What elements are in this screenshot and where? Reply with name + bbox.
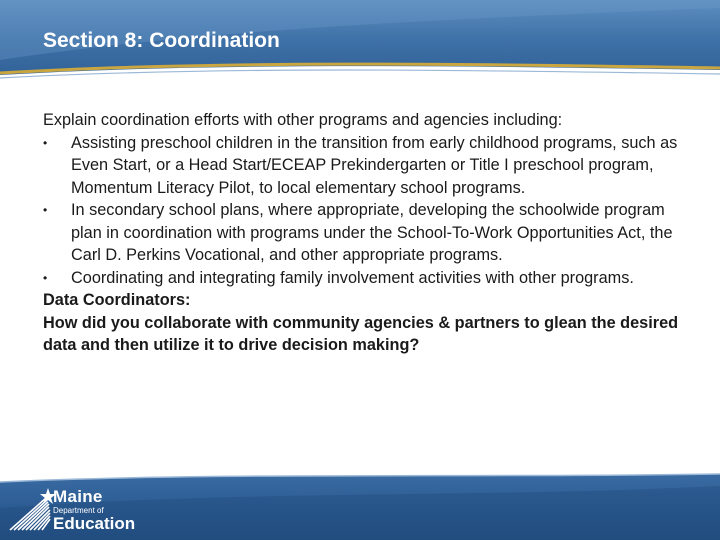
- bullet-text: Assisting preschool children in the transition from early childhood programs, such as Even Start, or a Head Start/ECEAP Prekindergarten or Title I preschool program, Momentum Literacy Pilot, to local elementary school programs.: [71, 133, 678, 197]
- bullet-text: Coordinating and integrating family involvement activities with other programs.: [71, 268, 634, 287]
- bullet-icon: •: [43, 135, 48, 150]
- intro-text: Explain coordination efforts with other programs and agencies including:: [43, 111, 563, 129]
- bullet-icon: •: [43, 203, 48, 217]
- bullet-icon: •: [43, 270, 48, 285]
- logo-line-education: Education: [53, 514, 136, 533]
- slide-body: [43, 109, 688, 357]
- logo-line-maine: Maine: [53, 487, 103, 506]
- slide-title: Section 8: Coordination: [43, 29, 280, 52]
- list-item: [43, 267, 688, 290]
- data-coordinators-label: Data Coordinators:: [43, 291, 191, 309]
- logo-line-department: Department of: [53, 506, 104, 515]
- bullet-list: [43, 132, 688, 290]
- maine-doe-logo: [8, 484, 148, 532]
- bullet-text: In secondary school plans, where appropriate, developing the schoolwide program plan in coordination with programs under the School-To-Work Opportunities Act, the Carl D. Perkins Vocational, and other appropriate programs.: [71, 201, 673, 264]
- coordinator-question: How did you collaborate with community agencies & partners to glean the desired data and then utilize it to drive decision making?: [43, 313, 679, 354]
- star-rays-icon: [8, 484, 56, 532]
- slide-header: [0, 0, 720, 86]
- logo-wordmark: [53, 488, 135, 533]
- list-item: [43, 199, 688, 267]
- list-item: [43, 132, 688, 200]
